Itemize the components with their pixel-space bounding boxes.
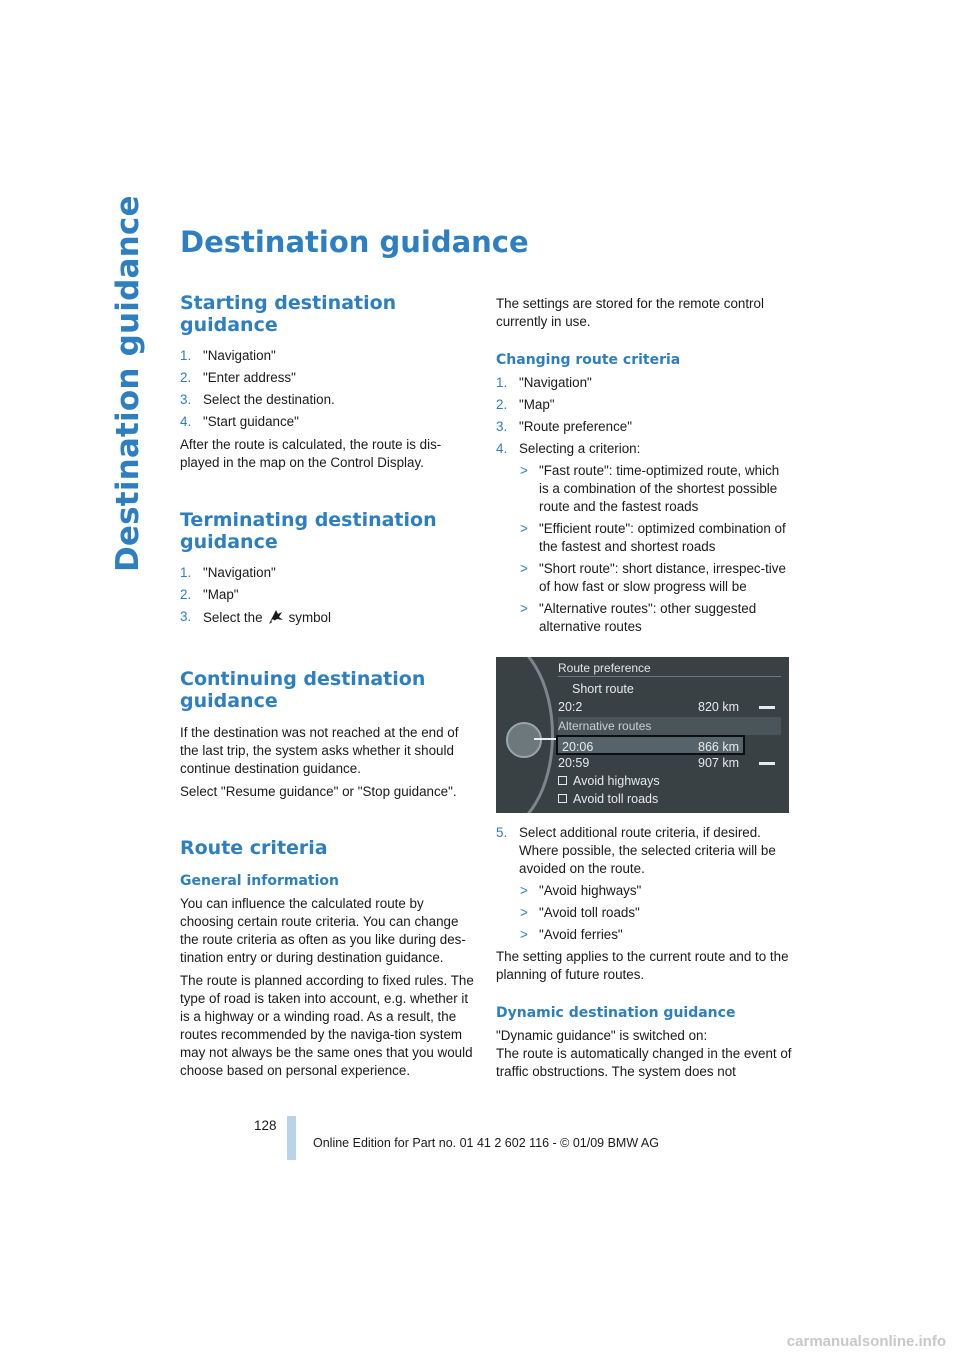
footer-strip — [287, 1116, 296, 1160]
bullet-item: > "Avoid ferries" — [520, 927, 623, 942]
list-item: 4. "Start guidance" — [180, 414, 299, 429]
paragraph: The settings are stored for the remote control currently in use. — [496, 296, 764, 329]
left-column — [180, 292, 476, 1080]
control-display-screenshot — [496, 657, 789, 813]
bullet-item: > "Efficient route": optimized combination of the fastest and shortest roads — [520, 521, 786, 554]
list-item: 4. Selecting a criterion: — [496, 441, 641, 456]
list-item: 3. "Route preference" — [496, 419, 632, 434]
paragraph: The setting applies to the current route and to the planning of future routes. — [496, 949, 789, 982]
page-title: Destination guidance — [180, 225, 529, 259]
subheading-dynamic-guidance: Dynamic destination guidance — [496, 1005, 736, 1021]
list-item: 2. "Map" — [496, 397, 555, 412]
page-number: 128 — [254, 1118, 277, 1133]
section-heading-terminating: Terminating destination guidance — [180, 509, 437, 553]
bullet-item: > "Avoid toll roads" — [520, 905, 640, 920]
screen-row-route-1: 20:2 820 km — [558, 697, 781, 717]
bullet-item: > "Avoid highways" — [520, 883, 642, 898]
paragraph: You can influence the calculated route by choosing certain route criteria. You can change the route criteria as often as you like during des-tination entry or during destination guidance. — [180, 896, 466, 965]
screen-row-short-route: Short route — [572, 682, 634, 696]
subheading-changing-route-criteria: Changing route criteria — [496, 352, 681, 368]
right-column — [496, 295, 792, 1081]
bullet-item: > "Short route": short distance, irrespec-tive of how fast or slow progress will be — [520, 561, 786, 594]
watermark: carmanualsonline.info — [786, 1333, 946, 1350]
list-item: 3. Select the destination. — [180, 392, 335, 407]
screen-row-avoid-highways: Avoid highways — [558, 771, 781, 791]
section-heading-starting: Starting destination guidance — [180, 292, 397, 336]
footer-edition: Online Edition for Part no. 01 41 2 602 116 - © 01/09 BMW AG — [313, 1136, 659, 1150]
screen-alt-routes-label: Alternative routes — [558, 717, 781, 735]
paragraph: If the destination was not reached at the end of the last trip, the system asks whether it should continue destination guidance. — [180, 725, 459, 776]
controller-knob-icon — [506, 722, 542, 758]
list-item: 2. "Map" — [180, 587, 239, 602]
list-item: 5. Select additional route criteria, if desired. Where possible, the selected criteria will be avoided on the route. — [496, 825, 776, 876]
bullet-item: > "Fast route": time-optimized route, which is a combination of the shortest possible route and the fastest roads — [520, 463, 780, 514]
list-item: 1. "Navigation" — [496, 375, 592, 390]
paragraph: The route is planned according to fixed rules. The type of road is taken into account, e.g. whether it is a highway or a winding road. As a result, the routes recommended by the naviga-tion system may not always be the same ones that you would choose based on personal experience. — [180, 973, 474, 1078]
screen-header: Route preference — [558, 659, 781, 677]
paragraph: After the route is calculated, the route is dis-played in the map on the Control Display. — [180, 437, 442, 470]
list-item: 2. "Enter address" — [180, 370, 296, 385]
paragraph: The route is automatically changed in the event of traffic obstructions. The system does not — [496, 1046, 792, 1079]
navigation-flag-icon — [267, 608, 285, 631]
paragraph: Select "Resume guidance" or "Stop guidance". — [180, 784, 457, 799]
section-heading-route-criteria: Route criteria — [180, 837, 328, 859]
list-item: 1. "Navigation" — [180, 348, 276, 363]
bullet-item: > "Alternative routes": other suggested alternative routes — [520, 601, 757, 634]
paragraph: "Dynamic guidance" is switched on: — [496, 1028, 708, 1043]
side-title: Destination guidance — [110, 195, 146, 573]
subheading-general-information: General information — [180, 873, 339, 889]
screen-row-route-2-selected: 20:06 866 km — [556, 735, 745, 755]
screen-row-avoid-toll: Avoid toll roads — [558, 789, 781, 809]
list-item: 3. Select the symbol — [180, 608, 476, 631]
list-item: 1. "Navigation" — [180, 565, 276, 580]
screen-row-route-3: 20:59 907 km — [558, 753, 781, 773]
section-heading-continuing: Continuing destination guidance — [180, 668, 426, 712]
